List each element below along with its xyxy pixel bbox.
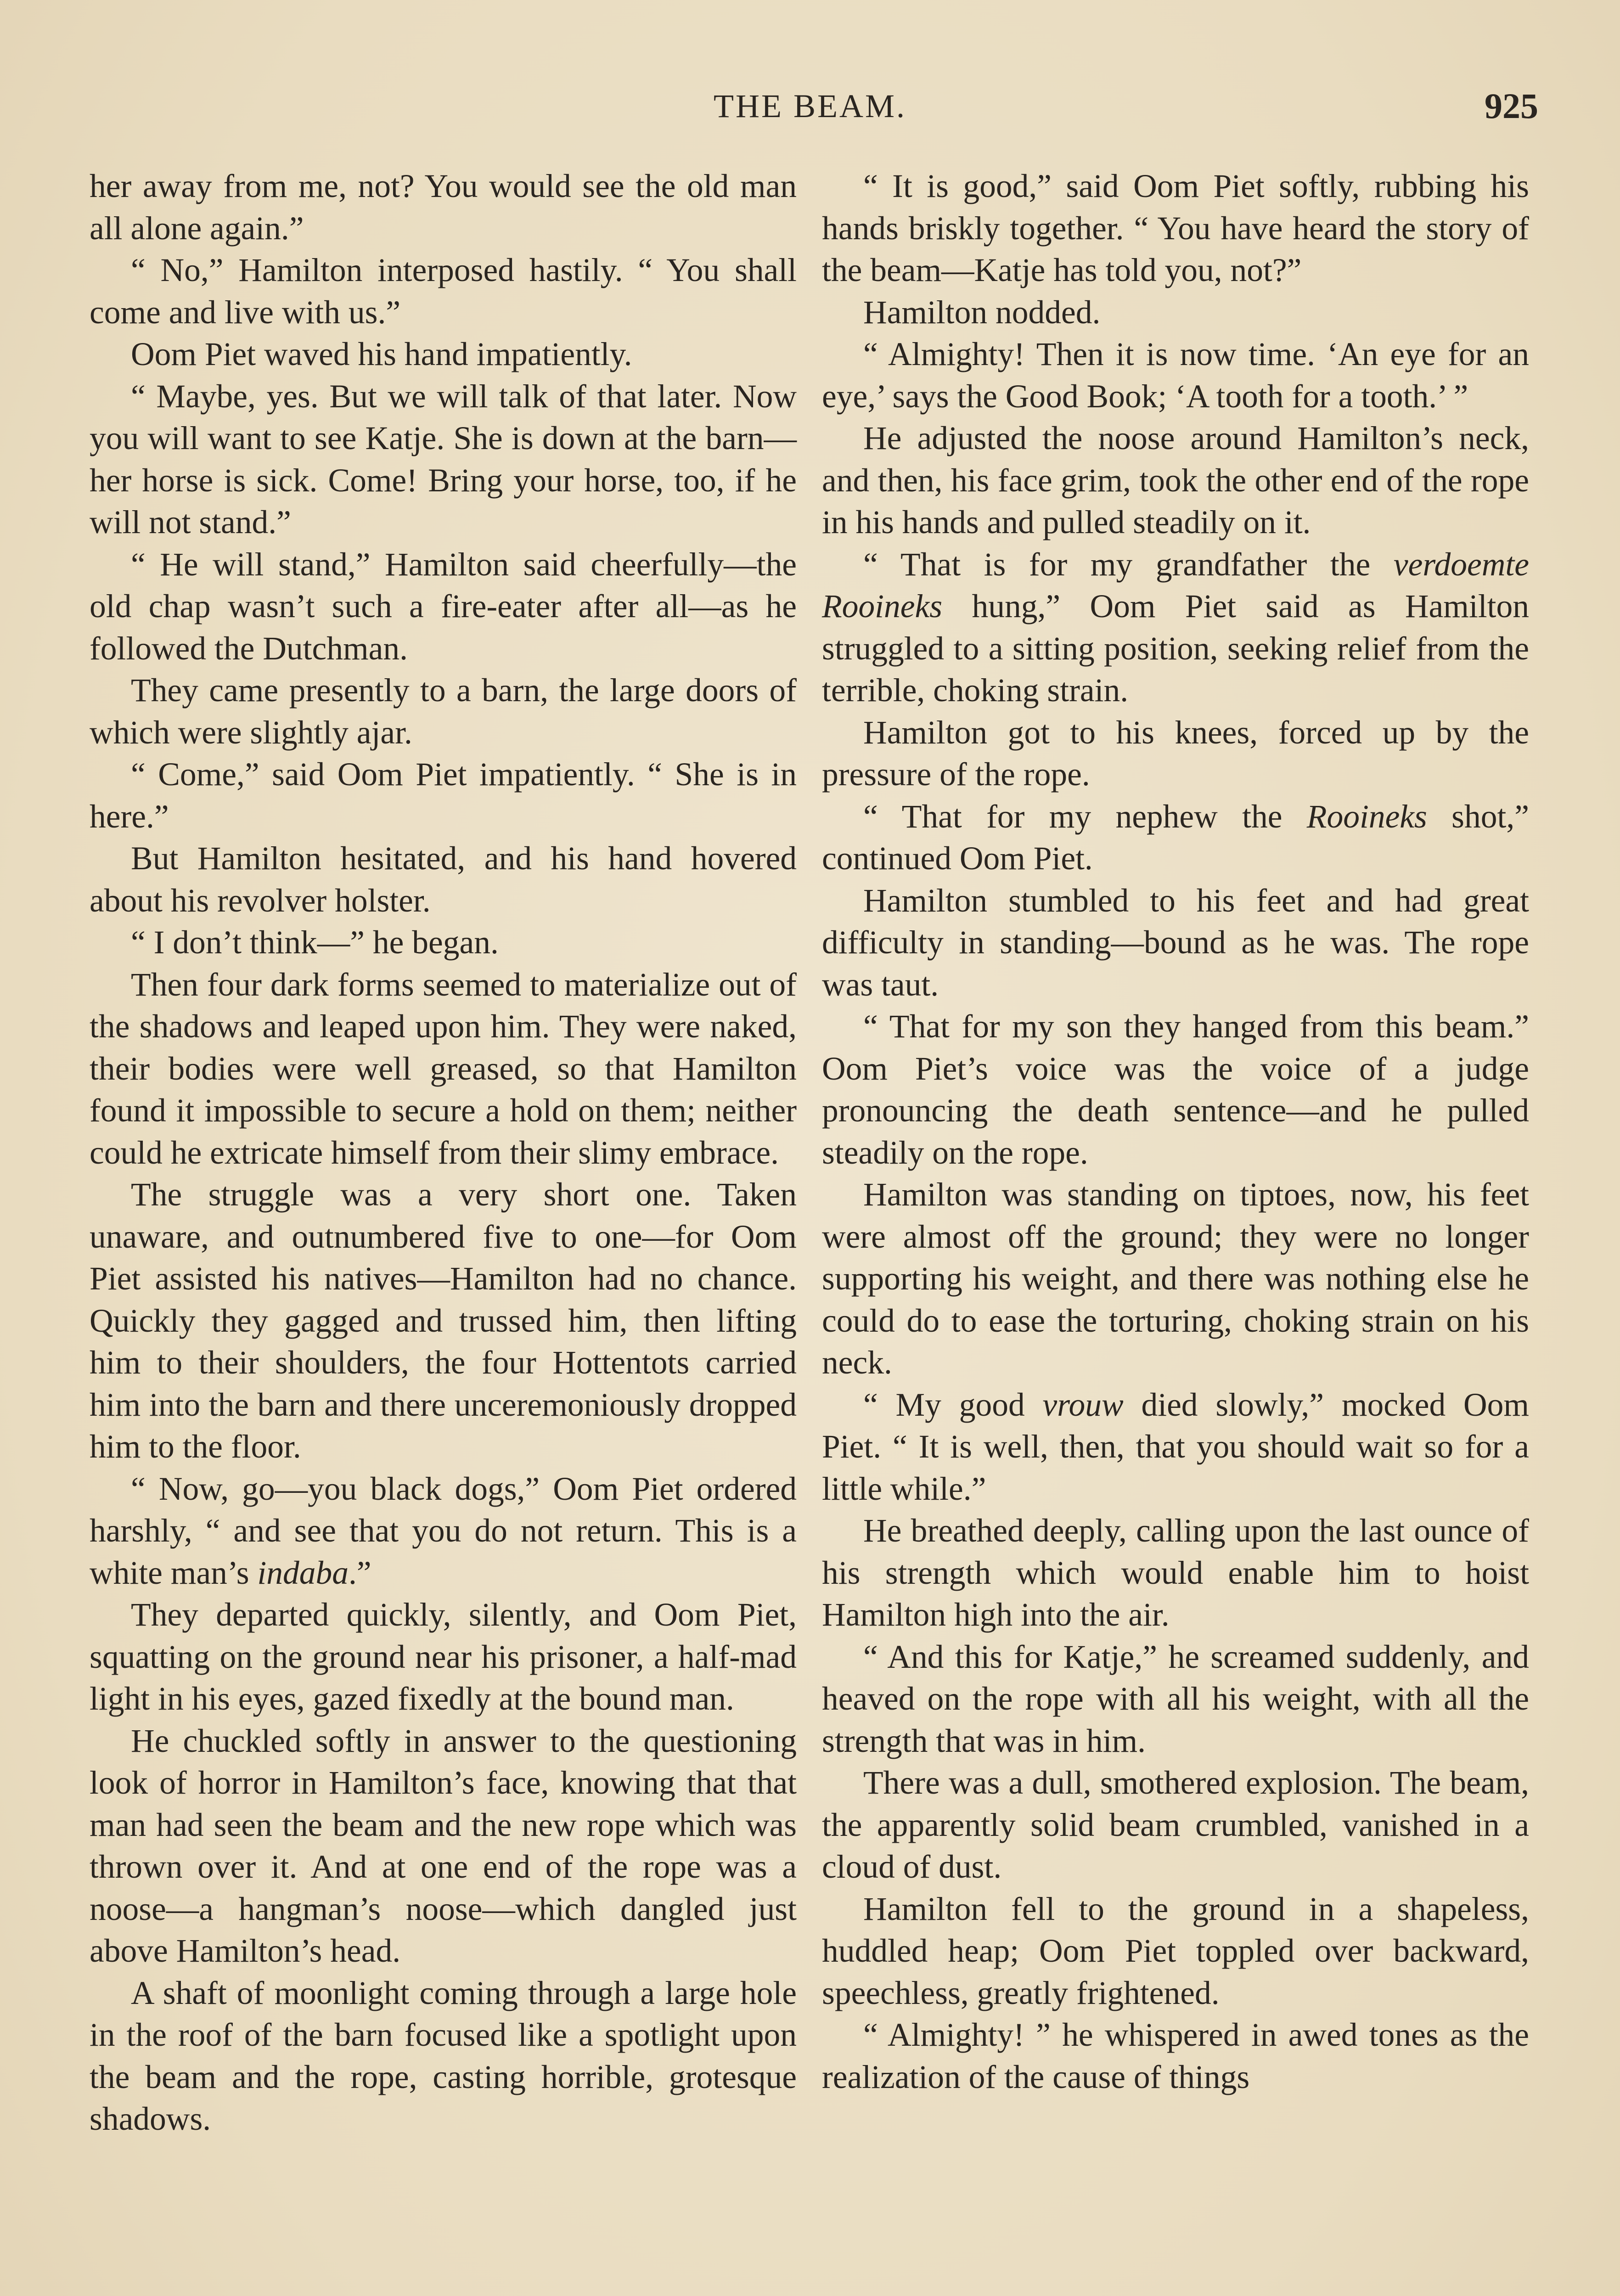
paragraph <box>822 1762 1529 1888</box>
paragraph <box>90 249 797 333</box>
paragraph-text: “ No,” Hamilton interposed hastily. “ You shall come and live with us.” <box>90 252 797 331</box>
paragraph <box>90 544 797 670</box>
paragraph <box>90 922 797 964</box>
paragraph-text: “ Maybe, yes. But we will talk of that later. Now you will want to see Katje. She is down at the barn—her horse is sick. Come! Bring your horse, too, if he will not stand.” <box>90 378 797 540</box>
paragraph-text: hung,” Oom Piet said as Hamilton struggled to a sitting position, seeking relief from the terrible, choking strain. <box>822 588 1529 709</box>
paragraph <box>90 1468 797 1594</box>
paragraph-text: “ Almighty! ” he whispered in awed tones as the realization of the cause of things <box>822 2017 1529 2095</box>
paragraph <box>822 292 1529 334</box>
page-number: 925 <box>1485 86 1538 126</box>
paragraph <box>90 1720 797 1972</box>
paragraph-text: “ That for my son they hanged from this beam.” Oom Piet’s voice was the voice of a judge pronouncing the death sentence—and he pulled steadily on the rope. <box>822 1008 1529 1171</box>
paragraph <box>822 1006 1529 1174</box>
italic-word: Rooineks <box>1306 798 1427 835</box>
paragraph-text: He chuckled softly in answer to the questioning look of horror in Hamilton’s face, knowing that that man had seen the beam and the new rope which was thrown over it. And at one end of the rope was a noose—a hangman’s noose—which dangled just above Hamilton’s head. <box>90 1722 797 1969</box>
paragraph-text: There was a dull, smothered explosion. The beam, the apparently solid beam crumbled, vanished in a cloud of dust. <box>822 1765 1529 1885</box>
paragraph-text: Hamilton nodded. <box>863 294 1101 331</box>
paragraph-text: “ Almighty! Then it is now time. ‘An eye for an eye,’ says the Good Book; ‘A tooth for a tooth.’ ” <box>822 336 1529 415</box>
paragraph <box>90 1972 797 2140</box>
paragraph <box>822 165 1529 292</box>
italic-word: vrouw <box>1042 1386 1124 1423</box>
paragraph <box>822 2014 1529 2098</box>
paragraph <box>822 333 1529 417</box>
paragraph-text: “ It is good,” said Oom Piet softly, rubbing his hands briskly together. “ You have heard the story of the beam—Katje has told you, not?” <box>822 168 1529 288</box>
paragraph-text: He breathed deeply, calling upon the last ounce of his strength which would enable him to hoist Hamilton high into the air. <box>822 1513 1529 1633</box>
right-text-column <box>822 165 1529 2098</box>
paragraph <box>90 838 797 922</box>
paragraph-text: Hamilton fell to the ground in a shapeless, huddled heap; Oom Piet toppled over backward, speechless, greatly frightened. <box>822 1891 1529 2011</box>
paragraph <box>90 754 797 838</box>
paragraph <box>822 544 1529 712</box>
paragraph-text: Hamilton stumbled to his feet and had great difficulty in standing—bound as he was. The rope was taut. <box>822 882 1529 1003</box>
paragraph-text: “ That for my nephew the <box>863 798 1307 835</box>
paragraph <box>90 333 797 376</box>
paragraph <box>822 1510 1529 1636</box>
paragraph <box>822 417 1529 544</box>
paragraph-text: “ He will stand,” Hamilton said cheerfully—the old chap wasn’t such a fire-eater after all—as he followed the Dutchman. <box>90 546 797 667</box>
paragraph-text: Hamilton was standing on tiptoes, now, his feet were almost off the ground; they were no longer supporting his weight, and there was nothing else he could do to ease the torturing, choking strain on his neck. <box>822 1176 1529 1381</box>
italic-word: verdoemte Rooineks <box>822 546 1529 625</box>
paragraph <box>90 1594 797 1720</box>
paragraph <box>822 1636 1529 1762</box>
paragraph-text: “ And this for Katje,” he screamed suddenly, and heaved on the rope with all his weight, with all the strength that was in him. <box>822 1638 1529 1759</box>
paragraph-text: “ I don’t think—” he began. <box>131 924 499 961</box>
paragraph <box>90 670 797 754</box>
paragraph-text: “ My good <box>863 1386 1043 1423</box>
paragraph-text: They came presently to a barn, the large doors of which were slightly ajar. <box>90 672 797 751</box>
left-text-column <box>90 165 797 2140</box>
paragraph-text: “ That is for my grandfather the <box>863 546 1394 583</box>
running-title: THE BEAM. <box>714 88 906 124</box>
paragraph <box>90 1174 797 1468</box>
italic-word: indaba <box>257 1554 349 1591</box>
paragraph-text: “ Now, go—you black dogs,” Oom Piet ordered harshly, “ and see that you do not return. This is a white man’s <box>90 1470 797 1591</box>
paragraph <box>822 712 1529 796</box>
paragraph-text: “ Come,” said Oom Piet impatiently. “ She is in here.” <box>90 756 797 835</box>
paragraph <box>822 1888 1529 2015</box>
paragraph-text: .” <box>349 1554 371 1591</box>
paragraph <box>90 964 797 1174</box>
paragraph <box>90 165 797 249</box>
paragraph <box>822 880 1529 1006</box>
paragraph-text: But Hamilton hesitated, and his hand hovered about his revolver holster. <box>90 840 797 919</box>
paragraph <box>822 1174 1529 1384</box>
paragraph-text: her away from me, not? You would see the old man all alone again.” <box>90 168 797 247</box>
paragraph-text: The struggle was a very short one. Taken unaware, and outnumbered five to one—for Oom Piet assisted his natives—Hamilton had no chance. Quickly they gagged and trussed him, then lifting him to their shoulders, the four Hottentots carried him into the barn and there unceremoniously dropped him to the floor. <box>90 1176 797 1465</box>
paragraph-text: died slowly,” mocked Oom Piet. “ It is well, then, that you should wait so for a little while.” <box>822 1386 1530 1507</box>
paragraph <box>90 376 797 544</box>
paragraph-text: Hamilton got to his knees, forced up by the pressure of the rope. <box>822 714 1529 793</box>
paragraph-text: Oom Piet waved his hand impatiently. <box>131 336 632 372</box>
paragraph-text: Then four dark forms seemed to materialize out of the shadows and leaped upon him. They were naked, their bodies were well greased, so that Hamilton found it impossible to secure a hold on them; neither could he extricate himself from their slimy embrace. <box>90 966 797 1171</box>
paragraph <box>822 796 1529 880</box>
paragraph-text: A shaft of moonlight coming through a large hole in the roof of the barn focused like a spotlight upon the beam and the rope, casting horrible, grotesque shadows. <box>90 1975 797 2137</box>
paragraph-text: He adjusted the noose around Hamilton’s neck, and then, his face grim, took the other end of the rope in his hands and pulled steadily on it. <box>822 420 1529 540</box>
paragraph-text: shot,” continued Oom Piet. <box>822 798 1529 877</box>
paragraph-text: They departed quickly, silently, and Oom Piet, squatting on the ground near his prisoner, a half-mad light in his eyes, gazed fixedly at the bound man. <box>90 1597 797 1717</box>
paragraph <box>822 1384 1529 1510</box>
